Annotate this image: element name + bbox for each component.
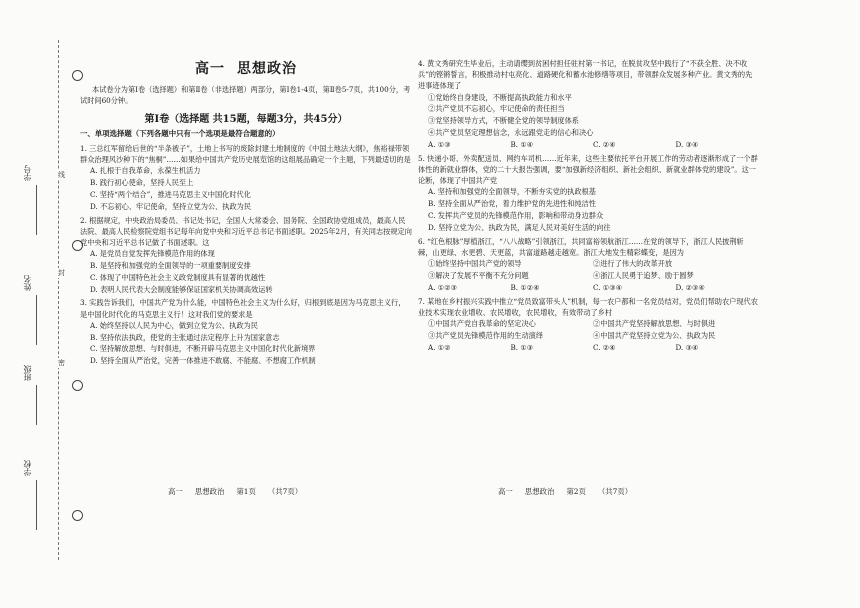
statement-2: ②共产党员不忘初心，牢记使命的责任担当 bbox=[428, 104, 565, 114]
footer-total-pages: （共7页） bbox=[597, 487, 633, 496]
statement-1: ①党始终自身建设，不断提高执政能力和水平 bbox=[428, 92, 572, 102]
page-2 bbox=[418, 58, 758, 356]
question-stem: 2. 根据规定，中央政治局委员、书记处书记，全国人大常委会、国务院、全国政协党组成员，最高人民法院、最高人民检察院党组书记每年向党中央和习近平总书记书面述职。2025年2月，有关同志按规定向党中央和习近平总书记做了书面述职。这 bbox=[80, 215, 412, 247]
question-2 bbox=[80, 215, 412, 296]
binding-strip bbox=[8, 40, 68, 560]
option-b: B. ①③ bbox=[510, 343, 534, 353]
option-b: B. 是坚持和加强党的全面领导的一项重要制度安排 bbox=[90, 261, 251, 270]
seal-mark: 封 bbox=[58, 269, 65, 277]
option-d: D. ②③④ bbox=[675, 283, 705, 292]
statement-3: ③共产党员先锋模范作用的生动演绎 bbox=[428, 331, 544, 341]
option-b: B. ①②④ bbox=[510, 283, 540, 292]
statement-2: ②中国共产党坚持解放思想、与时俱进 bbox=[593, 319, 716, 329]
option-c: C. 体现了中国特色社会主义政党制度具有显著的优越性 bbox=[90, 272, 266, 282]
punch-hole bbox=[72, 510, 83, 521]
option-a: A. 扎根于自我革命，永葆生机活力 bbox=[90, 166, 201, 176]
option-b: B. 坚持依法执政，使党的主张通过法定程序上升为国家意志 bbox=[90, 332, 280, 342]
label-name: 姓名 bbox=[23, 275, 32, 291]
option-d: D. ③④ bbox=[675, 139, 699, 149]
question-stem: 4. 黄文秀研究生毕业后，主动请缨到贫困村担任驻村第一书记，在脱贫攻坚中践行了“不获全胜、决不收兵”的铿锵誓言，积极推动村屯亮化、道路硬化和蓄水池修缮等项目，带领群众发展多种产业。黄文秀的先进事迹体现了 bbox=[418, 59, 753, 91]
question-4 bbox=[418, 58, 758, 151]
footer-page-number: 第1页 bbox=[236, 487, 256, 496]
option-a: A. 坚持和加强党的全面领导，不断夯实党的执政根基 bbox=[428, 187, 596, 197]
field-student-number[interactable] bbox=[36, 185, 37, 235]
option-a: A. 是党员自觉发挥先锋模范作用的体现 bbox=[90, 249, 215, 259]
exam-instructions: 本试卷分为第Ⅰ卷（选择题）和第Ⅱ卷（非选择题）两部分，第Ⅰ卷1-4页，第Ⅱ卷5-7页，共100分，考试时间60分钟。 bbox=[80, 85, 411, 105]
footer-subject: 思想政治 bbox=[194, 487, 225, 496]
option-c: C. ①③④ bbox=[593, 283, 623, 292]
part-heading: 第Ⅰ卷（选择题 共15题，每题3分，共45分） bbox=[144, 114, 348, 125]
field-class[interactable] bbox=[36, 385, 37, 425]
statement-3: ③党坚持领导方式，不断健全党的领导制度体系 bbox=[428, 116, 579, 126]
seal-mark: 密 bbox=[58, 359, 65, 367]
binding-dashed-line bbox=[58, 40, 59, 560]
option-b: B. ①④ bbox=[510, 139, 534, 149]
statement-3: ③解决了发展不平衡不充分问题 bbox=[428, 271, 529, 280]
title-subject: 思想政治 bbox=[237, 61, 297, 77]
option-d: D. ③④ bbox=[675, 343, 699, 353]
option-c: C. ②④ bbox=[593, 343, 616, 353]
footer-page-number: 第2页 bbox=[566, 487, 586, 496]
footer-grade: 高一 bbox=[168, 487, 183, 496]
option-d: D. 不忘初心、牢记使命，坚持立党为公、执政为民 bbox=[90, 201, 252, 211]
field-name[interactable] bbox=[36, 295, 37, 345]
answer-options bbox=[418, 282, 758, 294]
option-d: D. 表明人民代表大会制度能够保证国家机关协调高效运转 bbox=[90, 284, 273, 294]
question-stem: 6. “红色根脉”厚植浙江，“八八战略”引领浙江，共同富裕领航浙江……在党的领导下，浙江人民披荆斩棘，山更绿、水更碧、天更蓝，共富道路越走越宽。浙江大地发生精彩蝶变，是因为 bbox=[418, 236, 744, 257]
question-stem: 3. 实践告诉我们，中国共产党为什么能，中国特色社会主义为什么好，归根到底是因为马克思主义行，是中国化时代化的马克思主义行！这对我们党的要求是 bbox=[80, 298, 406, 319]
question-stem: 5. 快递小哥、外卖配送员、网约车司机……近年来，这些主要依托平台开展工作的劳动者逐渐形成了一个群体性的新就业群体，党的二十大报告强调，要“加强新经济组织、新社会组织、新就业群体党的建设”。这一论断，体现了中国共产党 bbox=[418, 153, 758, 186]
option-c: C. 坚持“两个结合”，推进马克思主义中国化时代化 bbox=[90, 190, 251, 199]
option-c: C. 发挥共产党员的先锋模范作用，影响和带动身边群众 bbox=[428, 211, 604, 220]
option-c: C. ②④ bbox=[593, 139, 616, 149]
question-1 bbox=[80, 143, 412, 213]
punch-hole bbox=[72, 380, 83, 391]
field-school[interactable] bbox=[36, 480, 37, 530]
statement-4: ④浙江人民勇于追梦、励于圆梦 bbox=[593, 271, 694, 280]
option-b: B. 坚持全面从严治党，着力维护党的先进性和纯洁性 bbox=[428, 199, 596, 209]
label-class: 班级 bbox=[23, 365, 32, 381]
label-school: 学校 bbox=[23, 460, 32, 476]
option-c: C. 坚持解放思想、与时俱进，不断开辟马克思主义中国化时代化新境界 bbox=[90, 344, 316, 354]
question-7 bbox=[418, 296, 758, 354]
question-6 bbox=[418, 236, 758, 294]
option-a: A. ①③ bbox=[428, 139, 451, 149]
statement-4: ④共产党员坚定理想信念，永远跟党走的信心和决心 bbox=[428, 128, 594, 137]
answer-options bbox=[418, 342, 758, 354]
question-3 bbox=[80, 297, 412, 367]
option-b: B. 践行初心使命，坚持人民至上 bbox=[90, 178, 194, 188]
exam-title bbox=[80, 58, 412, 78]
label-student-number: 学号 bbox=[23, 165, 32, 181]
question-stem: 1. 三总红军留给后世的“半条被子”，土地上书写的废除封建土地制度的《中国土地法大纲》，焦裕禄带领群众治理风沙种下的“焦桐”……如果给中国共产党历史展览馆的这组展品确定一个主题，下列最适切的是 bbox=[80, 144, 411, 165]
footer-subject: 思想政治 bbox=[524, 487, 555, 496]
statement-2: ②进行了伟大的改革开放 bbox=[593, 259, 673, 268]
seal-mark: 线 bbox=[58, 171, 65, 179]
footer-grade: 高一 bbox=[498, 487, 513, 496]
option-a: A. ①② bbox=[428, 343, 451, 353]
footer-total-pages: （共7页） bbox=[267, 487, 303, 496]
section-heading: 一、单项选择题（下列各题中只有一个选项是最符合题意的） bbox=[80, 129, 280, 138]
option-d: D. 坚持全面从严治党，完善一体推进不敢腐、不能腐、不想腐工作机制 bbox=[90, 356, 316, 366]
statement-grid bbox=[418, 258, 758, 282]
question-stem: 7. 某地在乡村振兴实践中推立“党员致富带头人”机制，每一农户都和一名党员结对，党员们帮助农户现代农业技术实现农业增收、农民增收，农民增收，有效带动了乡村 bbox=[418, 297, 758, 318]
page-1-footer bbox=[168, 486, 314, 497]
page-2-footer bbox=[498, 486, 644, 497]
statement-grid bbox=[418, 318, 758, 342]
statement-1: ①中国共产党自我革命的坚定决心 bbox=[428, 319, 536, 329]
option-a: A. ①②③ bbox=[428, 283, 458, 292]
option-d: D. 坚持立党为公、执政为民，满足人民对美好生活的向往 bbox=[428, 222, 611, 232]
question-5 bbox=[418, 153, 758, 234]
page-1 bbox=[80, 58, 412, 369]
option-a: A. 始终坚持以人民为中心，做到立党为公、执政为民 bbox=[90, 320, 258, 330]
statement-1: ①始终坚持中国共产党的领导 bbox=[428, 259, 522, 268]
title-grade: 高一 bbox=[195, 61, 225, 77]
statement-4: ④中国共产党坚持立党为公、执政为民 bbox=[593, 331, 716, 341]
answer-options bbox=[418, 139, 758, 151]
